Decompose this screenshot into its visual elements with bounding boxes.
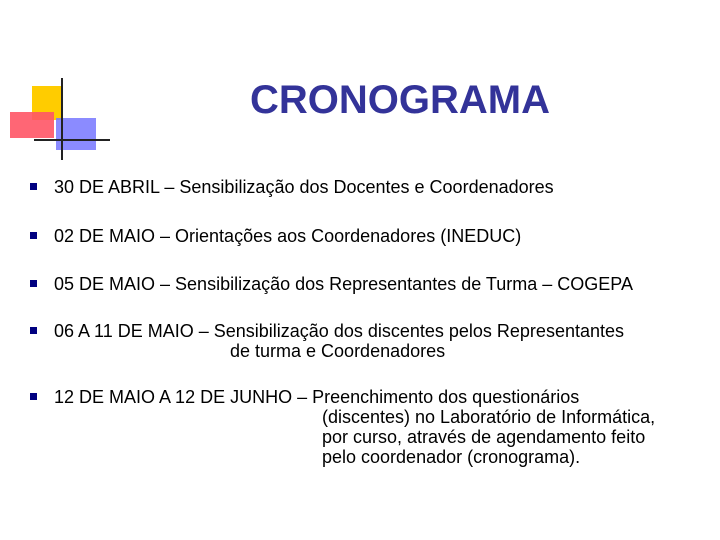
item-line: 02 DE MAIO – Orientações aos Coordenadores (INEDUC)	[54, 226, 522, 246]
bullet-icon	[30, 327, 37, 334]
item-line: de turma e Coordenadores	[230, 341, 446, 361]
bullet-icon	[30, 232, 37, 239]
item-line: (discentes) no Laboratório de Informática,	[322, 407, 656, 427]
bullet-icon	[30, 393, 37, 400]
item-line: 30 DE ABRIL – Sensibilização dos Docentes e Coordenadores	[54, 177, 554, 197]
item-line: 06 A 11 DE MAIO – Sensibilização dos discentes pelos Representantes	[54, 321, 624, 341]
item-line: por curso, através de agendamento feito	[322, 427, 646, 447]
bullet-icon	[30, 183, 37, 190]
item-line: 12 DE MAIO A 12 DE JUNHO – Preenchimento dos questionários	[54, 387, 580, 407]
page-title: CRONOGRAMA	[250, 78, 550, 122]
decorative-squares-logo	[0, 0, 110, 170]
bullet-icon	[30, 280, 37, 287]
item-line: pelo coordenador (cronograma).	[322, 447, 581, 467]
item-line: 05 DE MAIO – Sensibilização dos Representantes de Turma – COGEPA	[54, 274, 633, 294]
